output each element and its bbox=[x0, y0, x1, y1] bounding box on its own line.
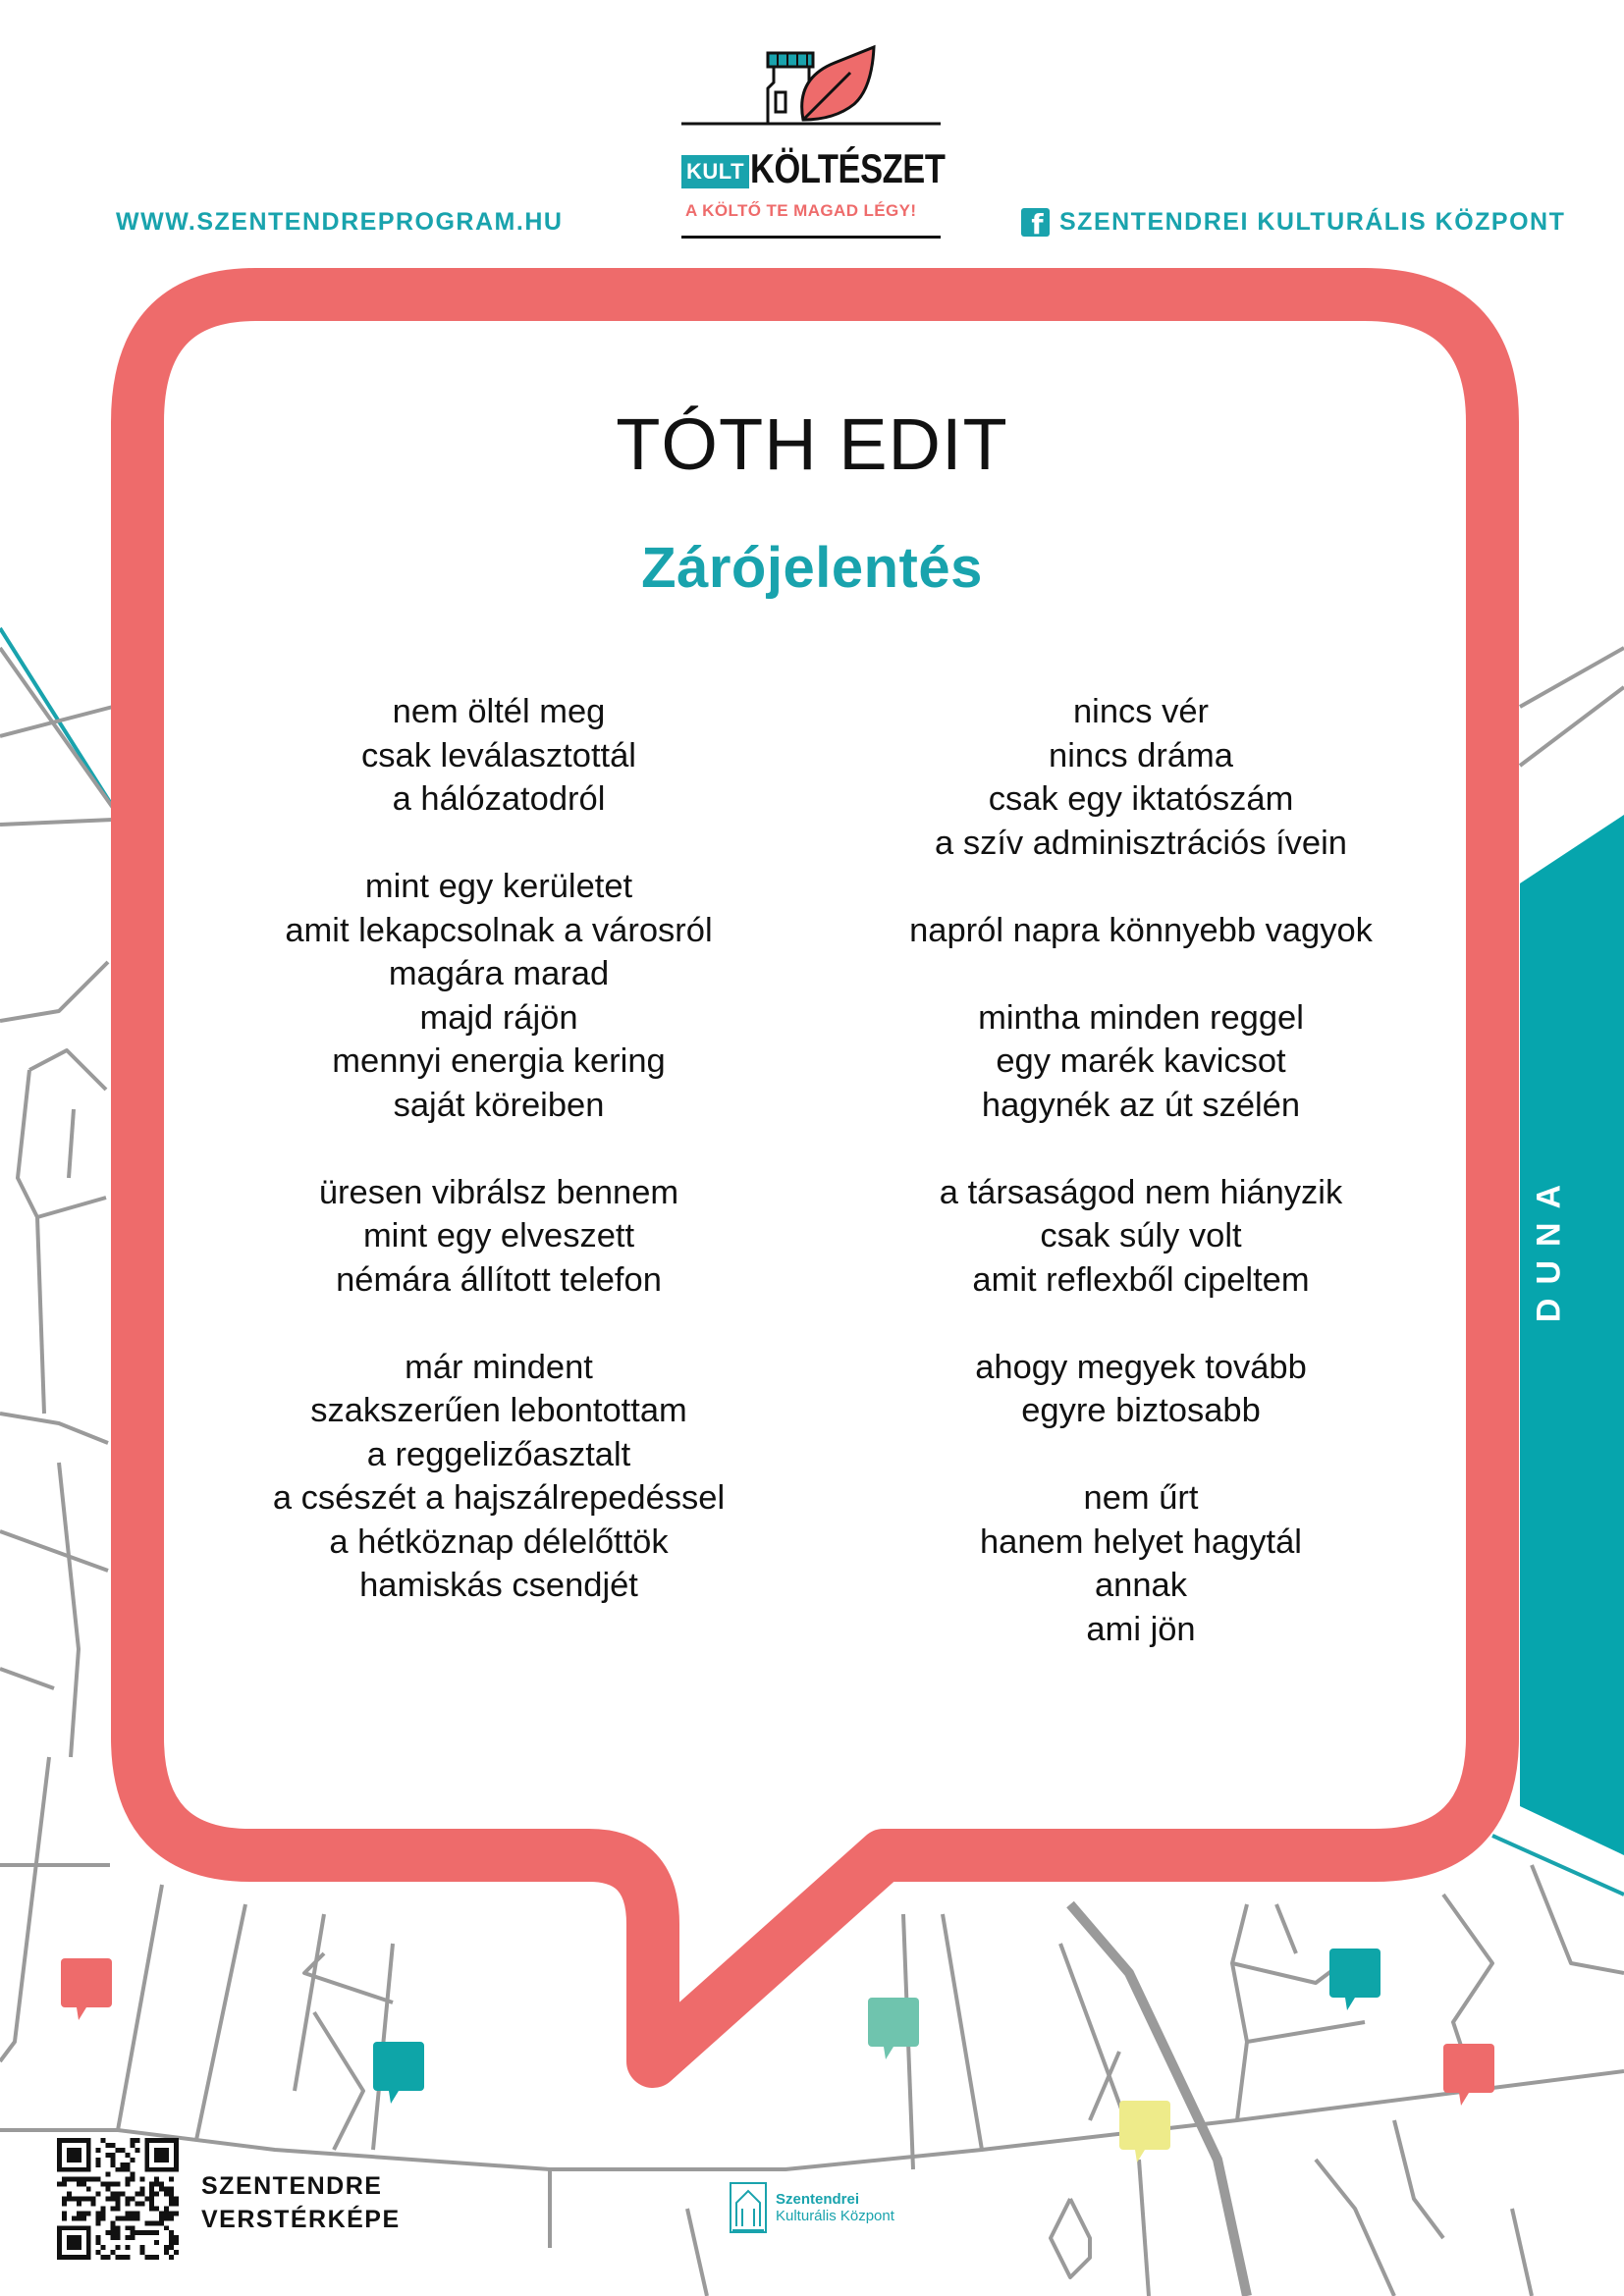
website-link[interactable]: WWW.SZENTENDREPROGRAM.HU bbox=[116, 208, 564, 236]
poem-stanza bbox=[194, 1346, 803, 1608]
poem-line: ami jön bbox=[1086, 1610, 1196, 1648]
poem-author: TÓTH EDIT bbox=[616, 403, 1008, 485]
poem-line: mennyi energia kering bbox=[332, 1042, 666, 1080]
danube-river bbox=[1520, 815, 1624, 1855]
org-building-icon bbox=[729, 2179, 768, 2236]
poem-line: napról napra könnyebb vagyok bbox=[909, 911, 1373, 949]
poem-line: saját köreiben bbox=[393, 1086, 605, 1124]
poem-line: szakszerűen lebontottam bbox=[310, 1392, 687, 1429]
map-marker-yellow[interactable] bbox=[1119, 2101, 1170, 2163]
map-marker-coral-left[interactable] bbox=[61, 1958, 112, 2020]
poem-title: Zárójelentés bbox=[641, 536, 983, 600]
poem-line: egyre biztosabb bbox=[1021, 1392, 1261, 1429]
kultkoltészet-logo bbox=[677, 39, 952, 245]
poem-line: majd rájön bbox=[419, 998, 578, 1037]
footer-title-line1: SZENTENDRE bbox=[201, 2172, 383, 2200]
facebook-icon: f bbox=[1021, 208, 1050, 237]
poem-line: amit reflexből cipeltem bbox=[972, 1260, 1310, 1299]
poem-line: hamiskás csendjét bbox=[359, 1567, 638, 1604]
poem-stanza bbox=[194, 865, 803, 1127]
poem-line: a csészét a hajszálrepedéssel bbox=[272, 1479, 726, 1517]
poem-line: nincs vér bbox=[1072, 693, 1210, 730]
facebook-label: SZENTENDREI KULTURÁLIS KÖZPONT bbox=[1059, 208, 1566, 236]
logo-kult: KULT bbox=[681, 155, 749, 188]
poem-stanza bbox=[837, 690, 1445, 865]
poem-line: mint egy elveszett bbox=[362, 1217, 635, 1255]
poem-line: üresen vibrálsz bennem bbox=[318, 1173, 679, 1211]
poem-line: csak egy iktatószám bbox=[988, 780, 1294, 818]
poem-column-right bbox=[837, 690, 1445, 1695]
logo-tagline: A KÖLTŐ TE MAGAD LÉGY! bbox=[685, 201, 917, 220]
map-marker-coral-right[interactable] bbox=[1443, 2044, 1494, 2106]
footer-org-logo bbox=[729, 2179, 894, 2236]
poem-stanza bbox=[837, 1476, 1445, 1651]
poem-line: a társaságod nem hiányzik bbox=[939, 1173, 1343, 1211]
poem-line: hagynék az út szélén bbox=[981, 1086, 1301, 1124]
poem-line: némára állított telefon bbox=[336, 1260, 662, 1299]
poem-line: nem űrt bbox=[1083, 1479, 1199, 1517]
qr-code[interactable] bbox=[57, 2138, 179, 2260]
poem-stanza bbox=[837, 1346, 1445, 1433]
footer-title bbox=[201, 2169, 401, 2236]
logo-graphic bbox=[677, 39, 952, 157]
poem-stanza bbox=[194, 1171, 803, 1303]
footer-title-line2: VERSTÉRKÉPE bbox=[201, 2206, 401, 2233]
poem-line: a szív adminisztrációs ívein bbox=[935, 824, 1347, 862]
org-name-line2: Kulturális Központ bbox=[776, 2208, 894, 2224]
poem-line: egy marék kavicsot bbox=[996, 1042, 1286, 1080]
facebook-link[interactable] bbox=[1021, 208, 1566, 240]
poem-line: hanem helyet hagytál bbox=[980, 1522, 1302, 1561]
poem-line: amit lekapcsolnak a városról bbox=[285, 911, 713, 949]
poem-stanza bbox=[837, 996, 1445, 1128]
org-name-line1: Szentendrei bbox=[776, 2191, 860, 2208]
map-marker-teal-right[interactable] bbox=[1329, 1949, 1380, 2010]
river-label bbox=[1520, 1170, 1579, 1323]
poem-column-left bbox=[194, 690, 803, 1651]
poem-line: ahogy megyek tovább bbox=[975, 1348, 1307, 1386]
poem-stanza bbox=[194, 690, 803, 822]
poem-line: csak súly volt bbox=[1040, 1217, 1242, 1255]
poem-line: annak bbox=[1095, 1567, 1187, 1604]
map-marker-teal-left[interactable] bbox=[373, 2042, 424, 2104]
poem-line: már mindent bbox=[405, 1348, 593, 1386]
poem-line: a reggelizőasztalt bbox=[366, 1435, 631, 1473]
poem-line: a hétköznap délelőttök bbox=[329, 1522, 669, 1561]
poem-line: mint egy kerületet bbox=[364, 868, 633, 905]
river-label-text: DUNA bbox=[1530, 1170, 1568, 1323]
poem-line: mintha minden reggel bbox=[978, 998, 1304, 1037]
poem-line: magára marad bbox=[388, 955, 610, 992]
poem-stanza bbox=[837, 909, 1445, 953]
logo-underline bbox=[681, 236, 941, 239]
logo-name: KÖLTÉSZET bbox=[750, 145, 946, 191]
poem-line: csak leválasztottál bbox=[361, 736, 636, 774]
poem-line: a hálózatodról bbox=[392, 780, 606, 818]
poem-line: nem öltél meg bbox=[392, 693, 606, 730]
poem-stanza bbox=[837, 1171, 1445, 1303]
map-marker-mint[interactable] bbox=[868, 1998, 919, 2059]
poem-line: nincs dráma bbox=[1049, 736, 1233, 774]
